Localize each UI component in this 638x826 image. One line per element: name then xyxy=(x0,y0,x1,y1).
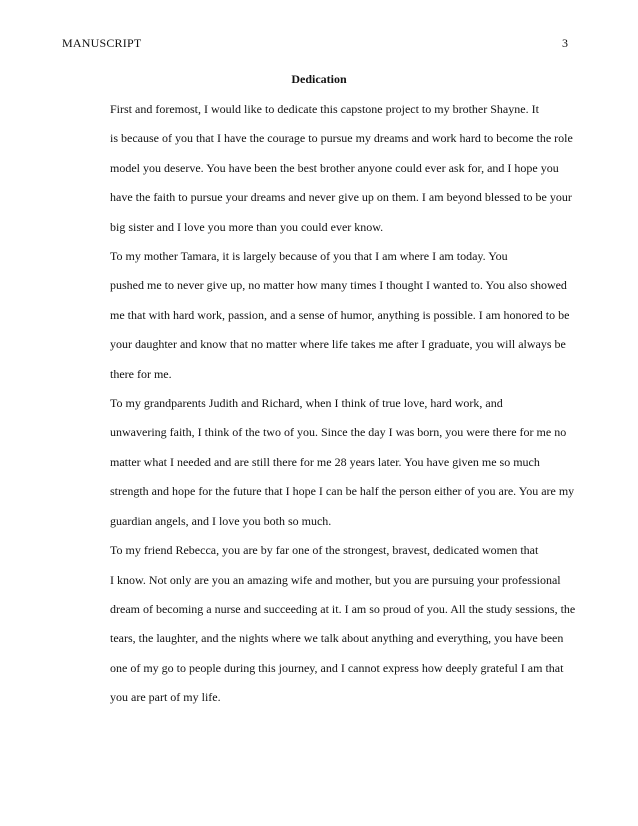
text-line: dream of becoming a nurse and succeeding at it. I am so proud of you. All the study sessions, the xyxy=(110,601,576,616)
paragraph-mother xyxy=(62,242,568,389)
text-line: your daughter and know that no matter where life takes me after I graduate, you will always be xyxy=(110,337,566,352)
text-line: pushed me to never give up, no matter how many times I thought I wanted to. You also showed xyxy=(110,278,567,293)
text-line: To my friend Rebecca, you are by far one of the strongest, bravest, dedicated women that xyxy=(110,543,539,558)
text-line: tears, the laughter, and the nights where we talk about anything and everything, you have been xyxy=(110,631,564,646)
text-line: unwavering faith, I think of the two of you. Since the day I was born, you were there for me no xyxy=(110,425,567,440)
text-line: me that with hard work, passion, and a sense of humor, anything is possible. I am honored to be xyxy=(110,307,570,322)
text-line: To my grandparents Judith and Richard, when I think of true love, hard work, and xyxy=(110,396,503,411)
text-line: model you deserve. You have been the best brother anyone could ever ask for, and I hope you xyxy=(110,160,559,175)
page-number: 3 xyxy=(562,36,568,50)
text-line: there for me. xyxy=(110,366,172,381)
text-line: To my mother Tamara, it is largely because of you that I am where I am today. You xyxy=(110,249,508,264)
text-line: big sister and I love you more than you could ever know. xyxy=(110,219,384,234)
text-line: is because of you that I have the courage to pursue my dreams and work hard to become the role xyxy=(110,131,573,146)
running-head: MANUSCRIPT xyxy=(62,36,142,50)
paragraph-friend xyxy=(62,536,576,712)
text-line: strength and hope for the future that I hope I can be half the person either of you are. You are my xyxy=(110,484,575,499)
text-line: guardian angels, and I love you both so much. xyxy=(110,513,332,528)
dedication-body xyxy=(62,95,576,713)
text-line: First and foremost, I would like to dedicate this capstone project to my brother Shayne. It xyxy=(110,102,539,116)
text-line: I know. Not only are you an amazing wife and mother, but you are pursuing your professional xyxy=(110,572,561,587)
paragraph-brother xyxy=(62,95,573,242)
page-title: Dedication xyxy=(291,72,347,86)
text-line: you are part of my life. xyxy=(110,690,221,705)
paragraph-grandparents xyxy=(62,389,575,536)
text-line: matter what I needed and are still there for me 28 years later. You have given me so much xyxy=(110,454,540,469)
text-line: have the faith to pursue your dreams and never give up on them. I am beyond blessed to be your xyxy=(110,190,572,205)
text-line: one of my go to people during this journey, and I cannot express how deeply grateful I am that xyxy=(110,660,564,675)
